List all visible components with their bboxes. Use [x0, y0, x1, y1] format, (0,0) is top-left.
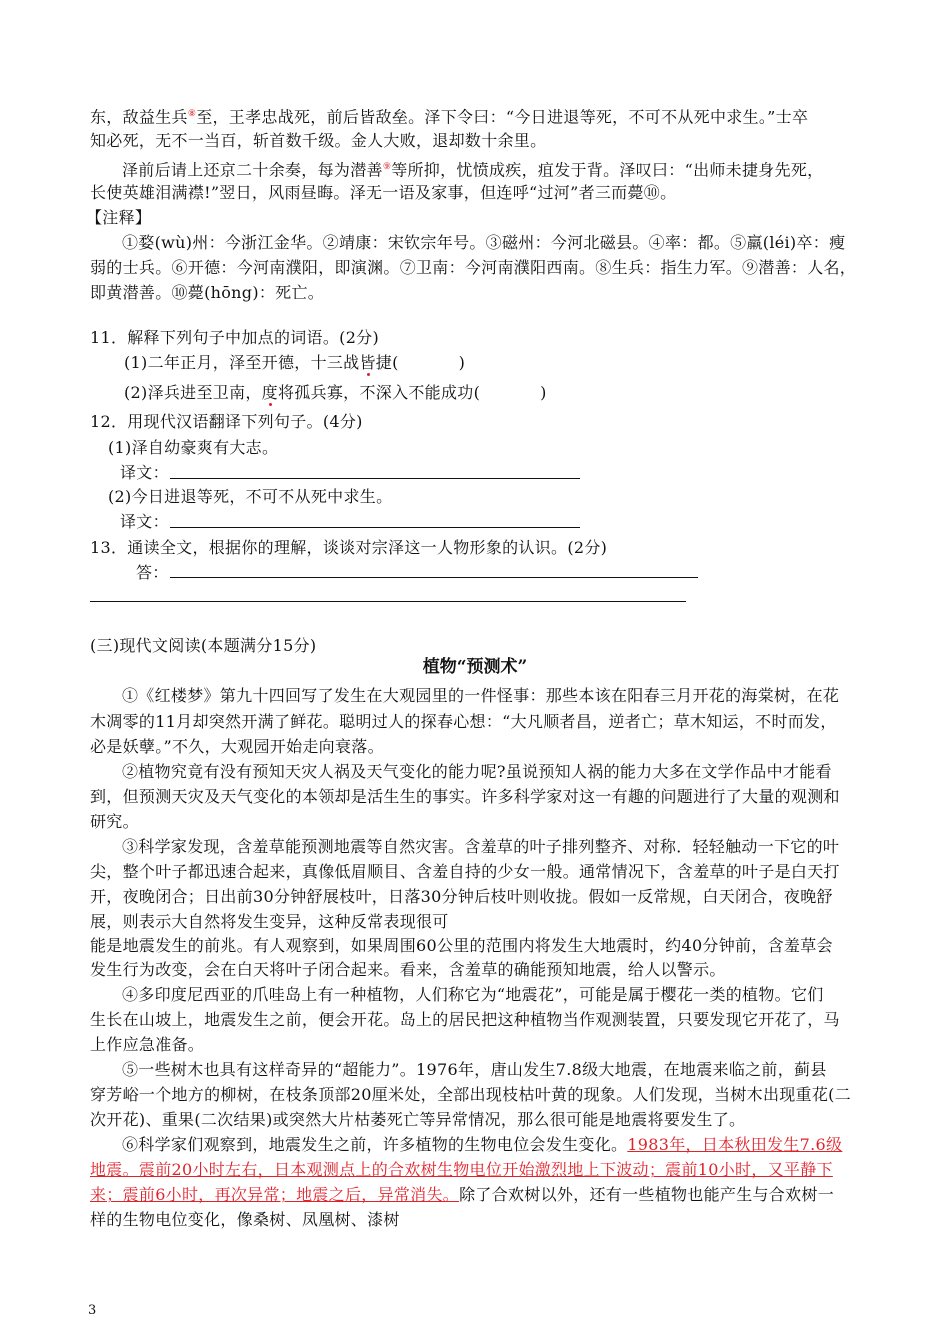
answer-line[interactable]	[170, 527, 580, 528]
paragraph-line: 上作应急准备。	[90, 1035, 205, 1054]
passage-line: 知必死，无不一当百，斩首数千级。金人大败，退却数十余里。	[90, 131, 547, 150]
passage-line: 长使英雄泪满襟!”翌日，风雨昼晦。泽无一语及家事，但连呼“过河”者三而薨⑩。	[90, 183, 677, 202]
paragraph-line	[122, 1133, 842, 1157]
question-11-2	[124, 381, 547, 405]
text: )	[540, 383, 547, 402]
passage-line	[90, 102, 808, 129]
paragraph-line: ①《红楼梦》第九十四回写了发生在大观园里的一件怪事：那些本该在阳春三月开花的海棠树，在花	[122, 686, 840, 705]
paragraph-line: 发生行为改变，会在白天将叶子闭合起来。看来，含羞草的确能预知地震，给人以警示。	[90, 960, 726, 979]
dotted-word: 度	[261, 383, 278, 402]
footnote-marker: ⑨	[382, 162, 392, 172]
question-12: 12．用现代汉语翻译下列句子。(4分)	[90, 412, 363, 431]
paragraph-line	[90, 1183, 834, 1207]
notes-line: 即黄潜善。⑩薨(hōng)：死亡。	[90, 283, 325, 302]
text: 东，敌益生兵	[90, 107, 188, 127]
paragraph-line: 能是地震发生的前兆。有人观察到，如果周围60公里的范围内将发生大地震时，约40分钟前，含羞草会	[90, 936, 833, 955]
paragraph-line: ⑤一些树木也具有这样奇异的“超能力”。1976年，唐山发生7.8级大地震，在地震来临之前，蓟县	[122, 1060, 827, 1079]
answer-line[interactable]	[90, 601, 686, 602]
dotted-word: 皆	[359, 353, 376, 372]
answer-line[interactable]	[170, 577, 698, 578]
footnote-marker: ⑧	[187, 109, 197, 119]
paragraph-line: 必是妖孽。”不久，大观园开始走向衰落。	[90, 737, 384, 756]
section-heading: (三)现代文阅读(本题满分15分)	[90, 636, 317, 655]
paragraph-line: ②植物究竟有没有预知天灾人祸及天气变化的能力呢?虽说预知人祸的能力大多在文学作品中才能看	[122, 762, 832, 781]
translation-label: 译文：	[120, 463, 169, 482]
translation-label: 译文：	[120, 512, 169, 531]
passage-line	[122, 155, 823, 182]
paragraph-line: ③科学家发现，含羞草能预测地震等自然灾害。含羞草的叶子排列整齐、对称．轻轻触动一下它的叶	[122, 837, 840, 856]
notes-line: 弱的士兵。⑥开德：今河南濮阳，即演渊。⑦卫南：今河南濮阳西南。⑧生兵：指生力军。⑨潜善：人名，	[90, 258, 857, 277]
highlighted-text: 来；震前6小时，再次异常；地震之后，异常消失。	[90, 1185, 460, 1204]
answer-label: 答：	[136, 563, 169, 582]
highlighted-text: 1983年，日本秋田发生7.6级	[627, 1135, 843, 1154]
paragraph-line: 次开花)、重果(二次结果)或突然大片枯萎死亡等异常情况，那么很可能是地震将要发生了。	[90, 1110, 746, 1129]
paragraph-line: 到，但预测天灾及天气变化的本领却是活生生的事实。许多科学家对这一有趣的问题进行了大量的观测和	[90, 787, 840, 806]
text: 将孤兵寡，不深入不能成功(	[277, 383, 481, 402]
paragraph-line: 木凋零的11月却突然开满了鲜花。聪明过人的探春心想：“大凡顺者昌，逆者亡；草木知运，不时而发，	[90, 712, 837, 731]
text: ⑥科学家们观察到，地震发生之前，许多植物的生物电位会发生变化。	[122, 1135, 628, 1154]
answer-line[interactable]	[170, 478, 580, 479]
text: )	[458, 353, 466, 372]
text: 至，王孝忠战死，前后皆敌垒。泽下令曰：“今日进退等死，不可不从死中求生。”士卒	[196, 107, 809, 127]
question-11: 11．解释下列句子中加点的词语。(2分)	[90, 328, 380, 347]
paragraph-line: 样的生物电位变化，像桑树、凤凰树、漆树	[90, 1210, 400, 1229]
article-title: 植物“预测术”	[422, 657, 528, 677]
paragraph-line: 尖，整个叶子都迅速合起来，真像低眉顺目、含羞自持的少女一般。通常情况下，含羞草的叶子是白天打	[90, 862, 840, 881]
paragraph-line	[90, 1158, 833, 1182]
text: 捷(	[375, 353, 399, 372]
question-13: 13．通读全文，根据你的理解，谈谈对宗泽这一人物形象的认识。(2分)	[90, 538, 608, 557]
text: (1)二年正月，泽至开德，十三战	[124, 353, 360, 372]
question-12-2: (2)今日进退等死，不可不从死中求生。	[108, 487, 393, 506]
question-12-1: (1)泽自幼豪爽有大志。	[108, 438, 279, 457]
page-number: 3	[88, 1303, 97, 1318]
paragraph-line: 开，夜晚闭合；日出前30分钟舒展枝叶，日落30分钟后枝叶则收拢。假如一反常规，白天闭合，夜晚舒	[90, 887, 833, 906]
paragraph-line: 生长在山坡上，地震发生之前，便会开花。岛上的居民把这种植物当作观测装置，只要发现它开花了，马	[90, 1010, 840, 1029]
paragraph-line: ④多印度尼西亚的爪哇岛上有一种植物，人们称它为“地震花”，可能是属于樱花一类的植物。它们	[122, 985, 824, 1004]
question-11-1	[124, 351, 465, 375]
paragraph-line: 研究。	[90, 812, 139, 831]
paragraph-line: 穿芳峪一个地方的柳树，在枝条顶部20厘米处，全部出现枝枯叶黄的现象。人们发现，当树木出现重花(二	[90, 1085, 852, 1104]
text: 等所抑，忧愤成疾，疽发于背。泽叹曰：“出师未捷身先死，	[391, 160, 824, 180]
paragraph-line: 展，则表示大自然将发生变异，这种反常表现很可	[90, 912, 449, 931]
text: (2)泽兵进至卫南，	[124, 383, 262, 402]
text: 除了合欢树以外，还有一些植物也能产生与合欢树一	[459, 1185, 834, 1204]
highlighted-text: 地震。震前20小时左右，日本观测点上的合欢树生物电位开始激烈地上下波动；震前10小时，又平静下	[90, 1160, 833, 1179]
notes-line: ①婺(wù)州：今浙江金华。②靖康：宋钦宗年号。③磁州：今河北磁县。④率：都。⑤羸(léi)卒：瘦	[122, 233, 846, 252]
notes-heading: 【注释】	[86, 208, 152, 227]
text: 泽前后请上还京二十余奏，每为潜善	[122, 160, 383, 180]
